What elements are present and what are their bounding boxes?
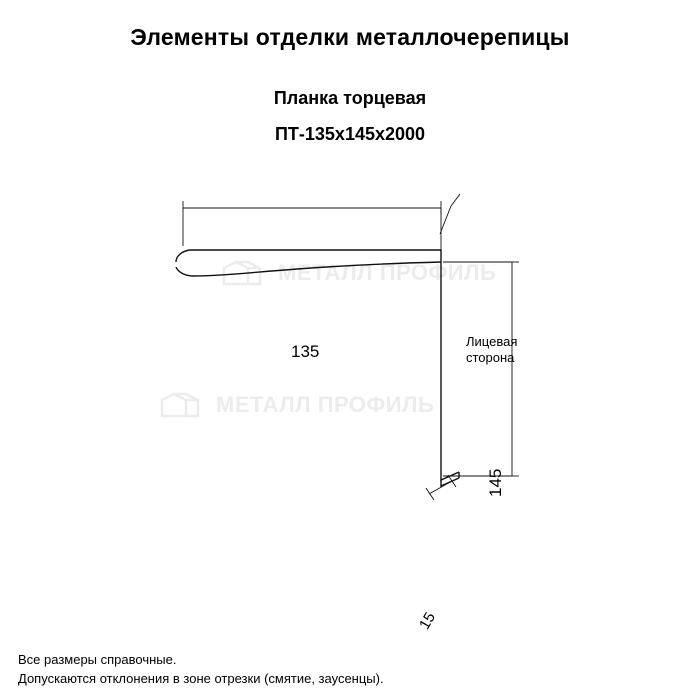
page-title: Элементы отделки металлочерепицы bbox=[130, 24, 570, 50]
dimension-label-height: 145 bbox=[486, 468, 505, 497]
dimension-label-width: 135 bbox=[291, 342, 320, 361]
product-name: Планка торцевая bbox=[273, 88, 427, 108]
face-side-line2: сторона bbox=[466, 350, 515, 365]
watermark-text: МЕТАЛЛ ПРОФИЛЬ bbox=[216, 392, 435, 417]
face-side-annotation bbox=[466, 334, 517, 366]
dimension-label-lip: 15 bbox=[416, 609, 440, 633]
product-code: ПТ-135х145х2000 bbox=[274, 124, 426, 144]
footnote bbox=[18, 650, 384, 688]
watermark-text: МЕТАЛЛ ПРОФИЛЬ bbox=[278, 260, 497, 285]
footnote-line-1: Все размеры справочные. bbox=[18, 652, 177, 667]
technical-drawing bbox=[0, 150, 700, 633]
footnote-line-2: Допускаются отклонения в зоне отрезки (смятие, заусенцы). bbox=[18, 671, 384, 686]
face-side-line1: Лицевая bbox=[466, 334, 518, 349]
